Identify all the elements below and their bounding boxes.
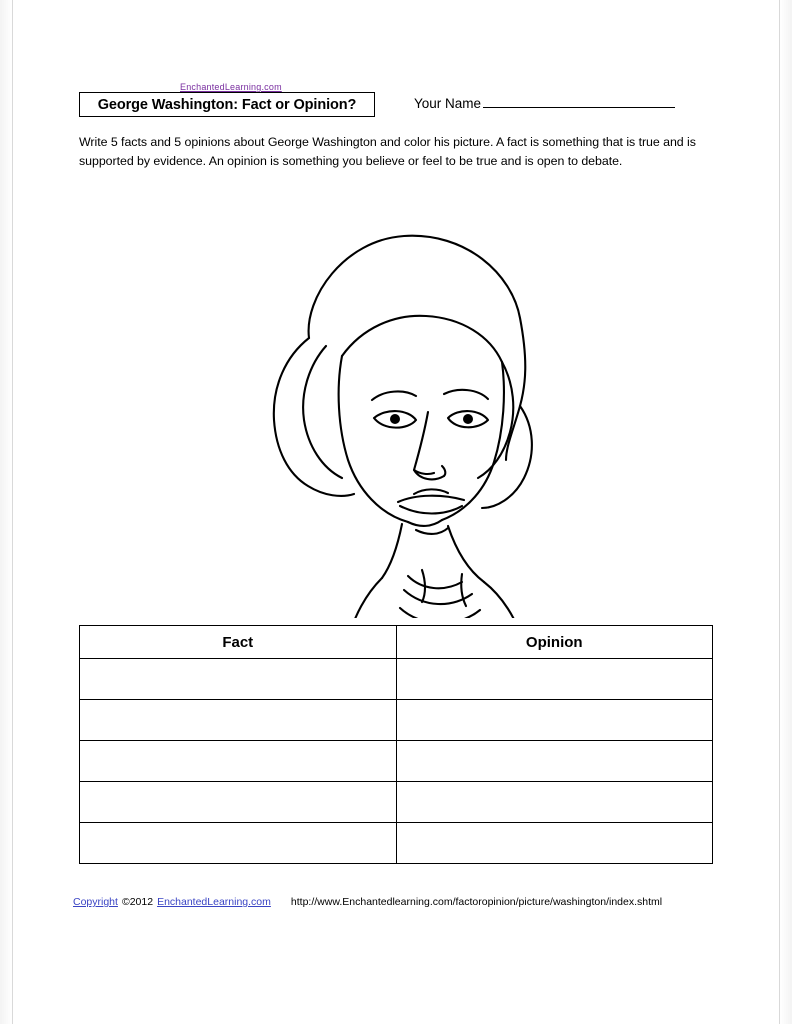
table-row	[80, 823, 713, 864]
opinion-cell[interactable]	[396, 741, 713, 782]
page-edge-left	[0, 0, 12, 1024]
instructions-text: Write 5 facts and 5 opinions about George Washington and color his picture. A fact is something that is true and is supported by evidence. An opinion is something you believe or feel to be true and is open to debate.	[79, 135, 696, 168]
table-row	[80, 741, 713, 782]
footer	[73, 896, 662, 908]
fact-cell[interactable]	[80, 700, 397, 741]
opinion-cell[interactable]	[396, 659, 713, 700]
page-border-left	[12, 0, 13, 1024]
fact-cell[interactable]	[80, 659, 397, 700]
page-edge-right	[780, 0, 792, 1024]
table-row	[80, 700, 713, 741]
column-header-opinion: Opinion	[396, 626, 713, 659]
name-input-line[interactable]	[483, 96, 675, 108]
name-label: Your Name	[414, 96, 482, 111]
opinion-cell[interactable]	[396, 823, 713, 864]
table-row	[80, 659, 713, 700]
fact-cell[interactable]	[80, 823, 397, 864]
copyright-year: ©2012	[121, 896, 154, 908]
name-field-area	[414, 96, 675, 111]
worksheet-title-box	[79, 92, 375, 117]
opinion-cell[interactable]	[396, 700, 713, 741]
table-header-row	[80, 626, 713, 659]
george-washington-illustration	[176, 178, 616, 618]
copyright-link[interactable]: Copyright	[73, 896, 118, 908]
column-header-fact: Fact	[80, 626, 397, 659]
fact-opinion-table	[79, 625, 713, 864]
fact-cell[interactable]	[80, 741, 397, 782]
site-link[interactable]: EnchantedLearning.com	[157, 896, 271, 908]
source-url: http://www.Enchantedlearning.com/factoropinion/picture/washington/index.shtml	[290, 896, 663, 908]
page-title: George Washington: Fact or Opinion?	[97, 96, 357, 113]
page-border-right	[779, 0, 780, 1024]
site-credit-link[interactable]: EnchantedLearning.com	[180, 82, 282, 92]
table-row	[80, 782, 713, 823]
opinion-cell[interactable]	[396, 782, 713, 823]
fact-cell[interactable]	[80, 782, 397, 823]
